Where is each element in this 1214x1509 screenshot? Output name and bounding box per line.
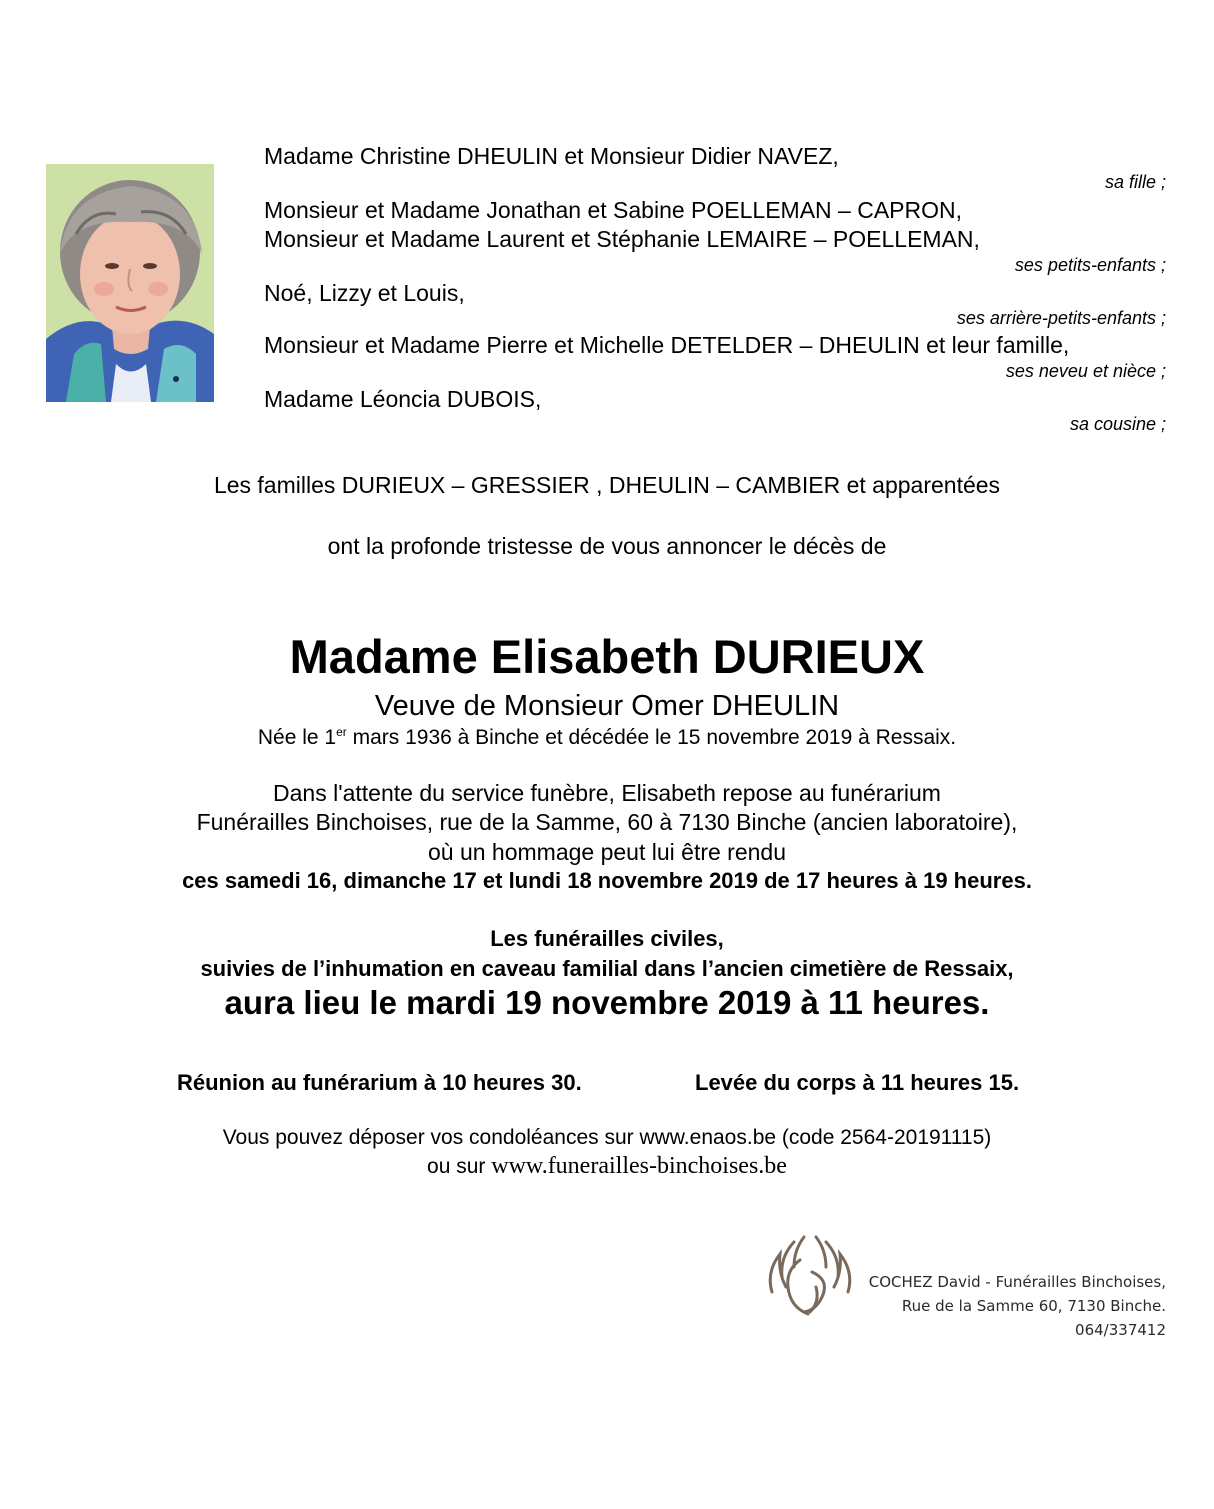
deceased-portrait bbox=[46, 164, 214, 402]
relation-grandchildren: ses petits-enfants ; bbox=[1014, 255, 1166, 275]
visitation-line-1: Dans l'attente du service funèbre, Elisabeth repose au funérarium bbox=[273, 780, 941, 806]
condolences-line-2 bbox=[0, 1153, 1214, 1180]
birth-ordinal: er bbox=[336, 725, 347, 739]
relation-daughter: sa fille ; bbox=[1104, 172, 1166, 192]
family-grandchild-1: Monsieur et Madame Jonathan et Sabine POELLEMAN – CAPRON, bbox=[264, 197, 963, 223]
phoenix-logo-icon bbox=[760, 1232, 860, 1318]
families-line: Les familles DURIEUX – GRESSIER , DHEULIN – CAMBIER et apparentées bbox=[213, 472, 1001, 498]
widow-of-line: Veuve de Monsieur Omer DHEULIN bbox=[374, 690, 840, 722]
relation-nephew-niece: ses neveu et nièce ; bbox=[1005, 361, 1166, 381]
family-great-grandchildren: Noé, Lizzy et Louis, bbox=[264, 280, 465, 306]
undertaker-phone: 064/337412 bbox=[1075, 1321, 1166, 1339]
funeral-date: aura lieu le mardi 19 novembre 2019 à 11 heures. bbox=[224, 984, 990, 1021]
family-daughter: Madame Christine DHEULIN et Monsieur Didier NAVEZ, bbox=[264, 143, 839, 169]
relation-great-grandchildren: ses arrière-petits-enfants ; bbox=[956, 308, 1166, 328]
departure-time: Levée du corps à 11 heures 15. bbox=[695, 1070, 1020, 1095]
meeting-time: Réunion au funérarium à 10 heures 30. bbox=[177, 1070, 582, 1095]
deceased-name: Madame Elisabeth DURIEUX bbox=[289, 630, 925, 683]
birth-rest: mars 1936 à Binche et décédée le 15 novembre 2019 à Ressaix. bbox=[346, 726, 957, 749]
undertaker-address: Rue de la Samme 60, 7130 Binche. bbox=[901, 1297, 1166, 1315]
family-grandchild-2: Monsieur et Madame Laurent et Stéphanie LEMAIRE – POELLEMAN, bbox=[264, 226, 980, 252]
relation-cousin: sa cousine ; bbox=[1069, 414, 1166, 434]
undertaker-name: COCHEZ David - Funérailles Binchoises, bbox=[868, 1273, 1166, 1291]
family-nephew-niece: Monsieur et Madame Pierre et Michelle DETELDER – DHEULIN et leur famille, bbox=[264, 332, 1070, 358]
funeral-line-2: suivies de l’inhumation en caveau familial dans l’ancien cimetière de Ressaix, bbox=[200, 956, 1014, 981]
funeral-home-website[interactable]: www.funerailles-binchoises.be bbox=[491, 1153, 787, 1179]
funeral-line-1: Les funérailles civiles, bbox=[490, 926, 724, 951]
announcement-line: ont la profonde tristesse de vous annoncer le décès de bbox=[327, 533, 887, 559]
visitation-dates: ces samedi 16, dimanche 17 et lundi 18 novembre 2019 de 17 heures à 19 heures. bbox=[182, 868, 1032, 893]
visitation-line-3: où un hommage peut lui être rendu bbox=[427, 839, 787, 865]
visitation-line-2: Funérailles Binchoises, rue de la Samme, 60 à 7130 Binche (ancien laboratoire), bbox=[196, 809, 1018, 835]
family-cousin: Madame Léoncia DUBOIS, bbox=[264, 386, 542, 412]
condolences-prefix: ou sur bbox=[427, 1155, 492, 1178]
birth-death-line bbox=[0, 725, 1214, 751]
condolences-line-1: Vous pouvez déposer vos condoléances sur www.enaos.be (code 2564-20191115) bbox=[222, 1126, 992, 1149]
birth-prefix: Née le 1 bbox=[257, 726, 337, 749]
